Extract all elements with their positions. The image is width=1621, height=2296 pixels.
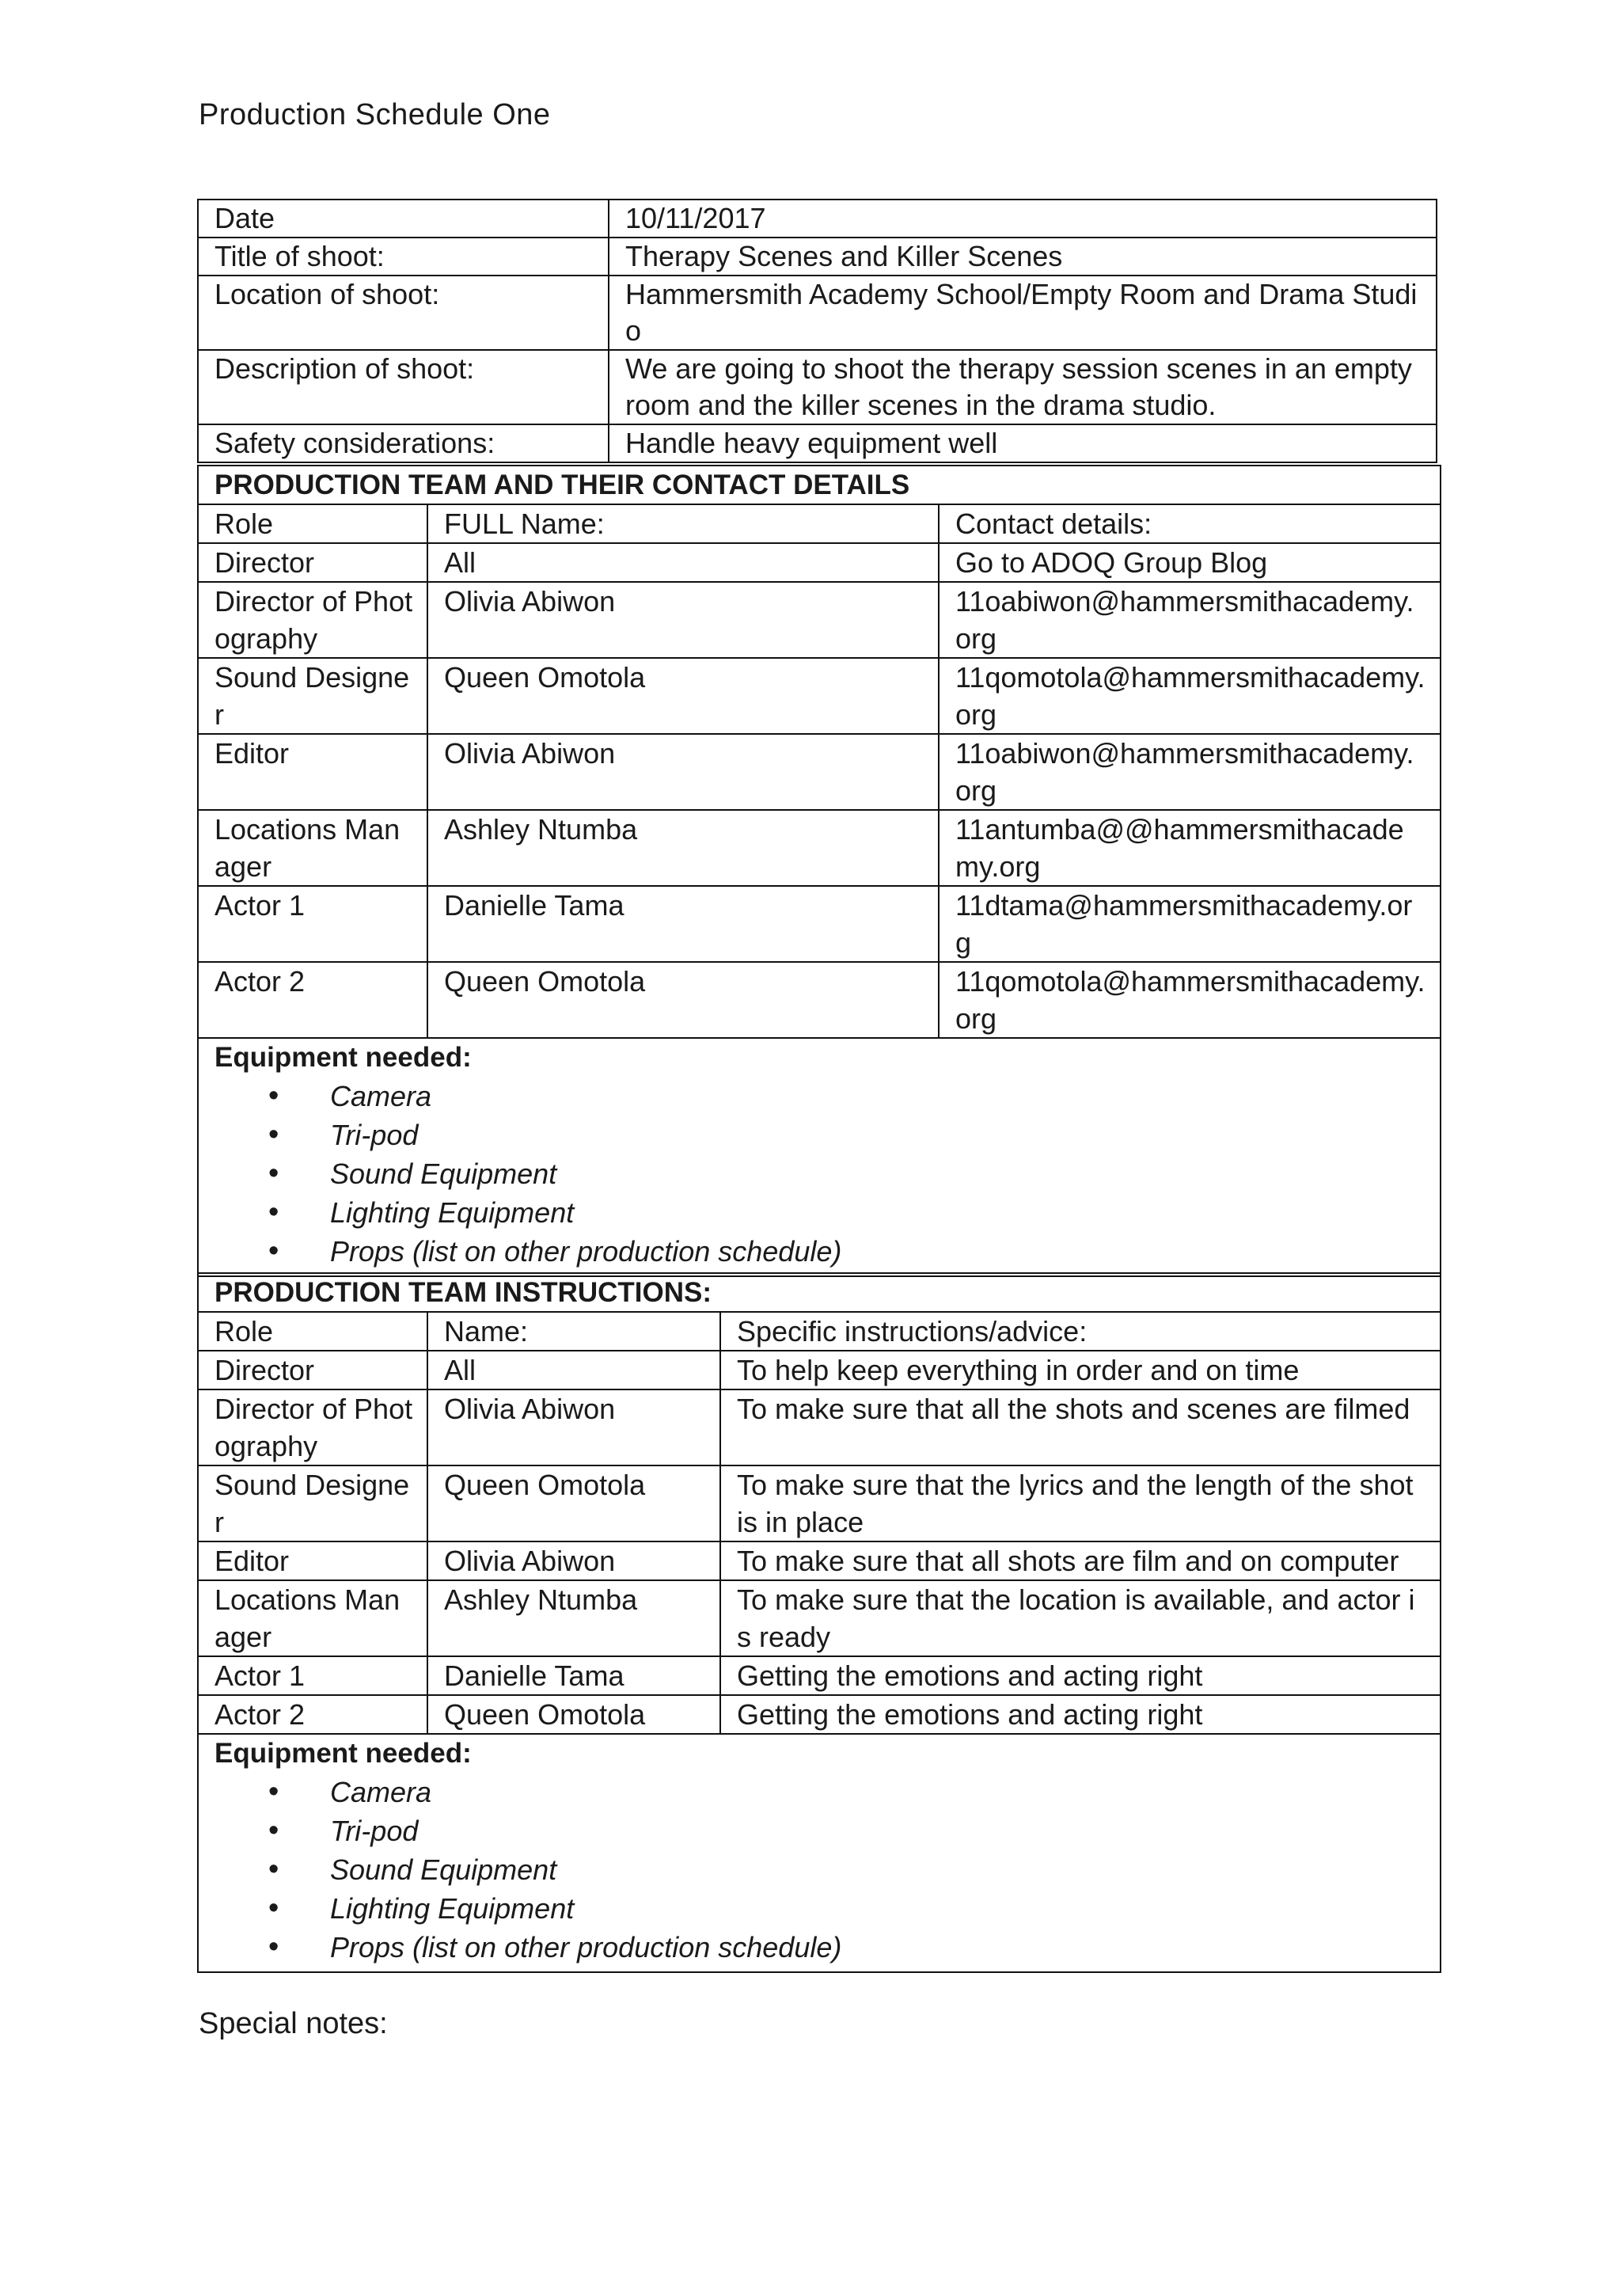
name-cell: Queen Omotola xyxy=(427,962,939,1038)
table-row xyxy=(198,1656,1441,1695)
field-label: Safety considerations: xyxy=(198,424,609,462)
table-row xyxy=(198,1351,1441,1389)
detail-cell: To make sure that the lyrics and the length of the shot is in place xyxy=(720,1465,1441,1541)
role-cell: Locations Manager xyxy=(198,1580,427,1656)
role-cell: Sound Designer xyxy=(198,1465,427,1541)
column-header: Role xyxy=(198,1312,427,1351)
role-cell: Actor 1 xyxy=(198,1656,427,1695)
detail-cell: To make sure that the location is available, and actor is ready xyxy=(720,1580,1441,1656)
detail-cell: To make sure that all the shots and scenes are filmed xyxy=(720,1389,1441,1465)
role-cell: Actor 2 xyxy=(198,1695,427,1734)
column-header: Name: xyxy=(427,1312,720,1351)
field-value: We are going to shoot the therapy session scenes in an empty room and the killer scenes in the drama studio. xyxy=(609,350,1437,424)
equipment-title: Equipment needed: xyxy=(214,1738,472,1769)
name-cell: All xyxy=(427,543,939,582)
detail-cell: 11antumba@@hammersmithacademy.org xyxy=(939,810,1441,886)
detail-cell: To make sure that all shots are film and on computer xyxy=(720,1541,1441,1580)
role-cell: Director xyxy=(198,543,427,582)
detail-cell: Go to ADOQ Group Blog xyxy=(939,543,1441,582)
list-item: • Sound Equipment xyxy=(214,1850,1427,1889)
detail-cell: 11qomotola@hammersmithacademy.org xyxy=(939,658,1441,734)
list-item: • Tri-pod xyxy=(214,1811,1427,1850)
list-item: • Props (list on other production schedule) xyxy=(214,1232,1427,1271)
equipment-title: Equipment needed: xyxy=(214,1042,472,1073)
role-cell: Director xyxy=(198,1351,427,1389)
role-cell: Editor xyxy=(198,734,427,810)
list-item: • Sound Equipment xyxy=(214,1154,1427,1193)
detail-cell: 11oabiwon@hammersmithacademy.org xyxy=(939,734,1441,810)
contacts-table-title: PRODUCTION TEAM AND THEIR CONTACT DETAILS xyxy=(198,466,1441,504)
column-header: Contact details: xyxy=(939,504,1441,543)
name-cell: Queen Omotola xyxy=(427,1465,720,1541)
field-label: Description of shoot: xyxy=(198,350,609,424)
list-item: • Camera xyxy=(214,1773,1427,1811)
list-item: • Tri-pod xyxy=(214,1116,1427,1154)
name-cell: Danielle Tama xyxy=(427,886,939,962)
field-label: Location of shoot: xyxy=(198,276,609,350)
detail-cell: Getting the emotions and acting right xyxy=(720,1656,1441,1695)
equipment-cell xyxy=(198,1734,1441,1972)
role-cell: Locations Manager xyxy=(198,810,427,886)
contacts-table xyxy=(197,465,1441,1277)
table-row xyxy=(198,424,1437,462)
table-row xyxy=(198,200,1437,238)
field-value: Handle heavy equipment well xyxy=(609,424,1437,462)
column-header: Specific instructions/advice: xyxy=(720,1312,1441,1351)
table-row xyxy=(198,658,1441,734)
shoot-details-table xyxy=(197,199,1437,463)
field-value: Therapy Scenes and Killer Scenes xyxy=(609,238,1437,276)
table-row xyxy=(198,734,1441,810)
page-title: Production Schedule One xyxy=(199,98,551,131)
table-row xyxy=(198,543,1441,582)
detail-cell: 11oabiwon@hammersmithacademy.org xyxy=(939,582,1441,658)
column-header: FULL Name: xyxy=(427,504,939,543)
table-row xyxy=(198,962,1441,1038)
table-row xyxy=(198,350,1437,424)
name-cell: Olivia Abiwon xyxy=(427,582,939,658)
column-header: Role xyxy=(198,504,427,543)
table-row xyxy=(198,1541,1441,1580)
table-row xyxy=(198,1465,1441,1541)
name-cell: Ashley Ntumba xyxy=(427,1580,720,1656)
field-value: Hammersmith Academy School/Empty Room and Drama Studio xyxy=(609,276,1437,350)
name-cell: Queen Omotola xyxy=(427,1695,720,1734)
role-cell: Director of Photography xyxy=(198,1389,427,1465)
name-cell: Olivia Abiwon xyxy=(427,734,939,810)
name-cell: Olivia Abiwon xyxy=(427,1389,720,1465)
table-row xyxy=(198,1695,1441,1734)
table-row xyxy=(198,582,1441,658)
list-item: • Lighting Equipment xyxy=(214,1889,1427,1928)
contacts-header-row xyxy=(198,504,1441,543)
field-label: Title of shoot: xyxy=(198,238,609,276)
field-label: Date xyxy=(198,200,609,238)
role-cell: Director of Photography xyxy=(198,582,427,658)
special-notes-label: Special notes: xyxy=(199,2007,388,2040)
detail-cell: To help keep everything in order and on time xyxy=(720,1351,1441,1389)
list-item: • Camera xyxy=(214,1077,1427,1116)
name-cell: Queen Omotola xyxy=(427,658,939,734)
list-item: • Lighting Equipment xyxy=(214,1193,1427,1232)
list-item: • Props (list on other production schedule) xyxy=(214,1928,1427,1967)
table-row xyxy=(198,810,1441,886)
table-row xyxy=(198,1389,1441,1465)
detail-cell: Getting the emotions and acting right xyxy=(720,1695,1441,1734)
equipment-list xyxy=(214,1077,1427,1275)
detail-cell: 11dtama@hammersmithacademy.org xyxy=(939,886,1441,962)
detail-cell: 11qomotola@hammersmithacademy.org xyxy=(939,962,1441,1038)
role-cell: Actor 1 xyxy=(198,886,427,962)
instructions-table-title: PRODUCTION TEAM INSTRUCTIONS: xyxy=(198,1273,1441,1312)
equipment-list xyxy=(214,1773,1427,1971)
table-row xyxy=(198,238,1437,276)
table-row xyxy=(198,886,1441,962)
name-cell: Ashley Ntumba xyxy=(427,810,939,886)
instructions-table xyxy=(197,1272,1441,1973)
name-cell: Danielle Tama xyxy=(427,1656,720,1695)
table-row xyxy=(198,276,1437,350)
name-cell: Olivia Abiwon xyxy=(427,1541,720,1580)
role-cell: Sound Designer xyxy=(198,658,427,734)
name-cell: All xyxy=(427,1351,720,1389)
table-row xyxy=(198,1580,1441,1656)
instructions-header-row xyxy=(198,1312,1441,1351)
field-value: 10/11/2017 xyxy=(609,200,1437,238)
role-cell: Editor xyxy=(198,1541,427,1580)
role-cell: Actor 2 xyxy=(198,962,427,1038)
equipment-cell xyxy=(198,1038,1441,1276)
